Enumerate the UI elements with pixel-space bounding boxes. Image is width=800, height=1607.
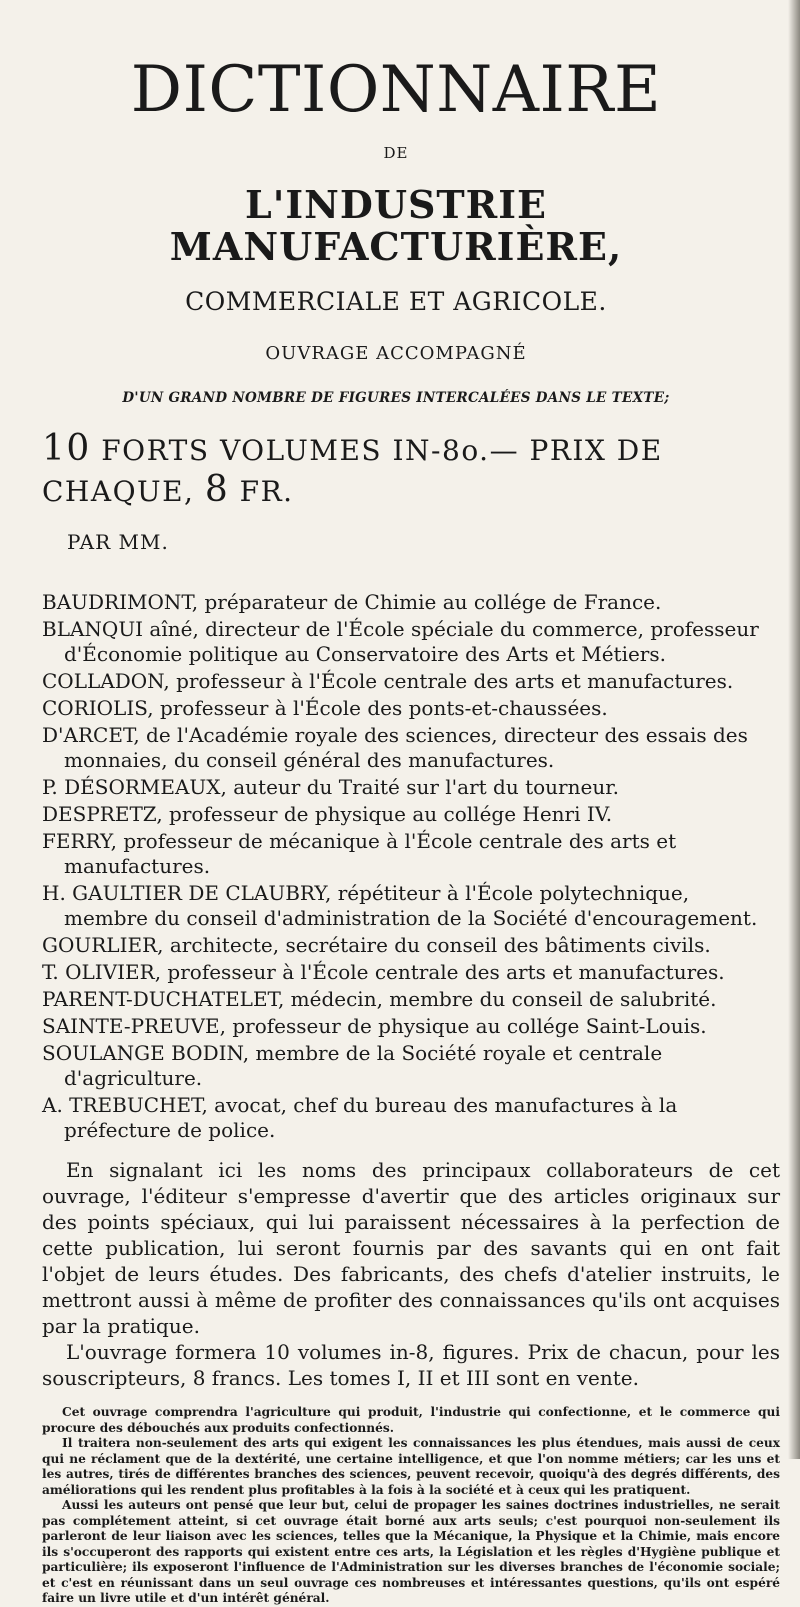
author-entry: PARENT-DUCHATELET, médecin, membre du conseil de salubrité. xyxy=(42,987,717,1012)
fine-print xyxy=(12,1405,780,1607)
volumes-text: FORTS VOLUMES IN-8o.— PRIX DE CHAQUE, xyxy=(42,434,663,509)
volumes-count: 10 xyxy=(42,428,91,470)
author-entry: T. OLIVIER, professeur à l'École centrale des arts et manufactures. xyxy=(42,960,725,985)
author-entry: D'ARCET, de l'Académie royale des sciences, directeur des essais des monnaies, du conseil général des manufactures. xyxy=(42,723,748,773)
dictionary-title: DICTIONNAIRE xyxy=(130,53,662,127)
author-entry: CORIOLIS, professeur à l'École des ponts-et-chaussées. xyxy=(42,696,608,721)
subtitle-industry: L'INDUSTRIE MANUFACTURIÈRE, xyxy=(169,182,623,269)
volumes-price-line xyxy=(12,428,780,510)
author-entry: A. TREBUCHET, avocat, chef du bureau des manufactures à la préfecture de police. xyxy=(42,1093,678,1143)
title-connector: DE xyxy=(383,144,409,162)
fine-print-paragraph: Aussi les auteurs ont pensé que leur but, celui de propager les saines doctrines industrielles, ne serait pas complétement atteint, si cet ouvrage était borné aux arts seuls; c'est pourquoi non-seulement ils parleront de leur liaison avec les sciences, telles que la Mécanique, la Physique et la Chimie, mais encore ils s'occuperont des rapports qui existent entre ces arts, la Législation et les règles d'Hygiène publique et particulière; ils exposeront l'influence de l'Administration sur les diverses branches de l'économie sociale; et c'est en réunissant dans un seul ouvrage ces nombreuses et intéressantes questions, qu'ils ont espéré faire un livre utile et d'un intérêt général. xyxy=(42,1498,780,1606)
author-entry: BLANQUI aîné, directeur de l'École spéciale du commerce, professeur d'Économie politique au Conservatoire des Arts et Métiers. xyxy=(42,617,759,667)
author-entry: FERRY, professeur de mécanique à l'École centrale des arts et manufactures. xyxy=(42,829,677,879)
author-entry: H. GAULTIER DE CLAUBRY, répétiteur à l'École polytechnique, membre du conseil d'administration de la Société d'encouragement. xyxy=(42,881,758,931)
subscription-paragraph: L'ouvrage formera 10 volumes in-8, figures. Prix de chacun, pour les souscripteurs, 8 francs. Les tomes I, II et III sont en vente. xyxy=(42,1340,780,1391)
authors-intro: PAR MM. xyxy=(67,530,169,555)
price-unit: FR. xyxy=(229,475,294,509)
author-entry: BAUDRIMONT, préparateur de Chimie au collége de France. xyxy=(42,590,662,615)
authors-list xyxy=(12,590,780,1143)
author-entry: P. DÉSORMEAUX, auteur du Traité sur l'art du tourneur. xyxy=(42,775,619,800)
author-entry: GOURLIER, architecte, secrétaire du conseil des bâtiments civils. xyxy=(42,933,711,958)
ouvrage-line: OUVRAGE ACCOMPAGNÉ xyxy=(265,343,527,365)
subtitle-commerce: COMMERCIALE ET AGRICOLE. xyxy=(185,286,607,316)
figures-line: D'UN GRAND NOMBRE DE FIGURES INTERCALÉES DANS LE TEXTE; xyxy=(122,390,670,407)
author-entry: DESPRETZ, professeur de physique au collége Henri IV. xyxy=(42,802,613,827)
fine-print-paragraph: Il traitera non-seulement des arts qui exigent les connaissances les plus étendues, mais aussi de ceux qui ne réclament que de la dextérité, une certaine intelligence, et que l'on nomme métiers; car les uns et les autres, tirés de différentes branches des sciences, peuvent recevoir, quoiqu'à des degrés différents, des améliorations qui les rendent plus profitables à la fois à la société et à ceux qui les pratiquent. xyxy=(42,1436,780,1497)
page-edge-shadow xyxy=(788,0,800,1459)
notice-paragraph: En signalant ici les noms des principaux collaborateurs de cet ouvrage, l'éditeur s'empresse d'avertir que des articles originaux sur des points spéciaux, qui lui paraissent nécessaires à la perfection de cette publication, lui seront fournis par des savants qui en ont fait l'objet de leurs études. Des fabricants, des chefs d'atelier instruits, le mettront aussi à même de profiter des connaissances qu'ils ont acquises par la pratique. xyxy=(42,1158,780,1339)
author-entry: COLLADON, professeur à l'École centrale des arts et manufactures. xyxy=(42,669,734,694)
fine-print-paragraph: Cet ouvrage comprendra l'agriculture qui produit, l'industrie qui confectionne, et le commerce qui procure des débouchés aux produits confectionnés. xyxy=(42,1405,780,1435)
price-number: 8 xyxy=(204,469,230,511)
author-entry: SAINTE-PREUVE, professeur de physique au collége Saint-Louis. xyxy=(42,1014,707,1039)
author-entry: SOULANGE BODIN, membre de la Société royale et centrale d'agriculture. xyxy=(42,1041,663,1091)
editor-notice xyxy=(12,1157,780,1391)
